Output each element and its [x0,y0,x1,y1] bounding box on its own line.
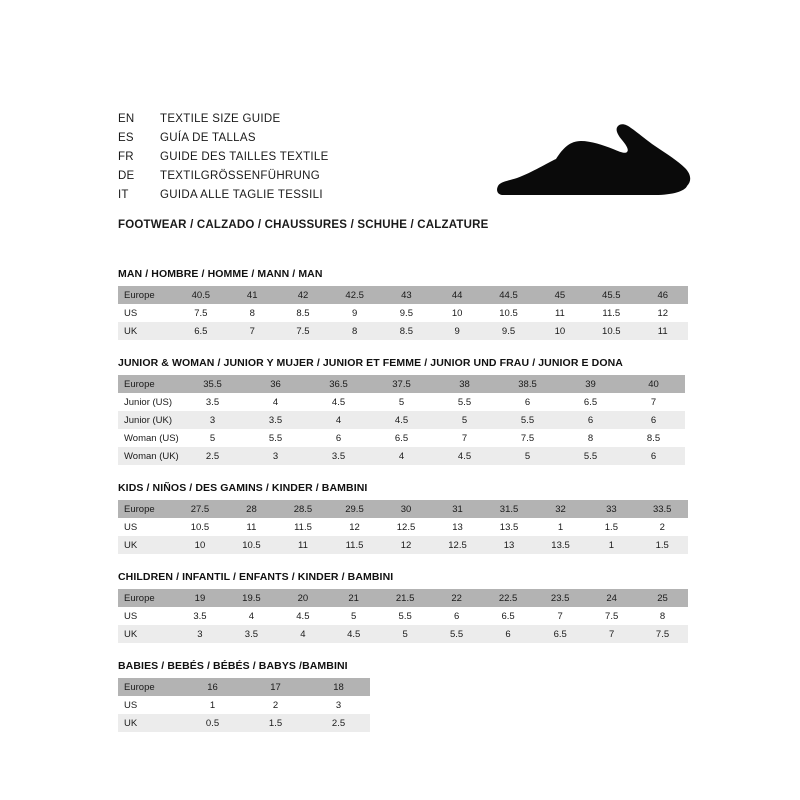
size-cell: 12 [637,304,688,322]
table-title: JUNIOR & WOMAN / JUNIOR Y MUJER / JUNIOR ET FEMME / JUNIOR UND FRAU / JUNIOR E DONA [118,357,623,369]
size-cell: 25 [637,589,688,607]
table-title: CHILDREN / INFANTIL / ENFANTS / KINDER / BAMBINI [118,571,394,583]
table-row [118,375,685,393]
table-row [118,447,685,465]
size-table-babies [118,678,370,732]
size-cell: 19 [175,589,226,607]
size-cell: 12.5 [380,518,432,536]
size-cell: 3.5 [244,411,307,429]
size-cell: 3.5 [175,607,226,625]
size-cell: 5 [379,625,431,643]
table-block-babies [118,660,688,732]
size-cell: 10.5 [482,304,534,322]
size-cell: 6 [482,625,534,643]
language-title: GUÍA DE TALLAS [160,132,256,144]
size-cell: 11.5 [277,518,329,536]
table-block-junior-woman [118,357,688,465]
size-cell: 2.5 [181,447,244,465]
size-table-junior-woman [118,375,685,465]
size-cell: 7 [534,607,586,625]
size-cell: 38 [433,375,496,393]
size-cell: 6 [622,447,685,465]
row-label: Woman (UK) [118,447,181,465]
size-cell: 6.5 [482,607,534,625]
size-cell: 8 [637,607,688,625]
size-cell: 11 [637,322,688,340]
size-cell: 4 [307,411,370,429]
size-cell: 28 [226,500,278,518]
size-cell: 30 [380,500,432,518]
size-cell: 7.5 [496,429,559,447]
size-cell: 2 [244,696,307,714]
size-cell: 45.5 [585,286,637,304]
language-title: GUIDE DES TAILLES TEXTILE [160,151,329,163]
size-cell: 1.5 [244,714,307,732]
table-row [118,322,688,340]
size-cell: 7.5 [586,607,637,625]
size-cell: 43 [381,286,432,304]
table-title: MAN / HOMBRE / HOMME / MANN / MAN [118,268,323,280]
size-table-kids [118,500,688,554]
table-block-children [118,571,688,643]
size-cell: 41 [227,286,277,304]
row-label: Europe [118,678,181,696]
size-cell: 5 [181,429,244,447]
size-cell: 10.5 [585,322,637,340]
size-cell: 23.5 [534,589,586,607]
size-cell: 13 [483,536,535,554]
size-cell: 38.5 [496,375,559,393]
size-cell: 19.5 [225,589,277,607]
size-cell: 40.5 [175,286,227,304]
size-cell: 44 [432,286,482,304]
size-cell: 4 [225,607,277,625]
size-cell: 29.5 [329,500,381,518]
size-cell: 21 [328,589,379,607]
table-row [118,411,685,429]
language-code: FR [118,151,134,163]
size-cell: 44.5 [482,286,534,304]
size-cell: 8.5 [277,304,328,322]
row-label: UK [118,625,175,643]
size-cell: 6 [307,429,370,447]
row-label: US [118,607,175,625]
size-cell: 42 [277,286,328,304]
size-cell: 10.5 [174,518,226,536]
size-cell: 8.5 [381,322,432,340]
size-cell: 3 [181,411,244,429]
size-cell: 10 [432,304,482,322]
size-cell: 1 [586,536,636,554]
size-cell: 7 [227,322,277,340]
size-cell: 3.5 [181,393,244,411]
size-cell: 1 [535,518,587,536]
language-code: IT [118,189,129,201]
size-cell: 36 [244,375,307,393]
size-cell: 4.5 [277,607,328,625]
size-cell: 0.5 [181,714,244,732]
table-row [118,607,688,625]
size-cell: 24 [586,589,637,607]
size-cell: 33 [586,500,636,518]
size-cell: 1 [181,696,244,714]
size-cell: 5 [433,411,496,429]
size-cell: 10.5 [226,536,278,554]
table-row [118,589,688,607]
size-cell: 5 [370,393,433,411]
size-cell: 35.5 [181,375,244,393]
language-title: GUIDA ALLE TAGLIE TESSILI [160,189,323,201]
size-cell: 6.5 [534,625,586,643]
table-block-kids [118,482,688,554]
size-cell: 9.5 [381,304,432,322]
size-cell: 4.5 [307,393,370,411]
size-cell: 6 [622,411,685,429]
size-cell: 31.5 [483,500,535,518]
size-cell: 6.5 [559,393,622,411]
footwear-subtitle: FOOTWEAR / CALZADO / CHAUSSURES / SCHUHE / CALZATURE [118,219,489,231]
table-row [118,429,685,447]
size-cell: 7 [586,625,637,643]
size-cell: 12 [380,536,432,554]
size-cell: 10 [174,536,226,554]
size-cell: 3.5 [307,447,370,465]
table-row [118,500,688,518]
size-table-man [118,286,688,340]
size-cell: 40 [622,375,685,393]
size-cell: 45 [535,286,585,304]
table-row [118,696,370,714]
size-cell: 3.5 [225,625,277,643]
size-cell: 9.5 [482,322,534,340]
size-cell: 46 [637,286,688,304]
size-table-children [118,589,688,643]
row-label: Europe [118,589,175,607]
size-cell: 4 [244,393,307,411]
size-cell: 4.5 [328,625,379,643]
size-cell: 12 [329,518,381,536]
size-cell: 6 [559,411,622,429]
size-cell: 3 [175,625,226,643]
size-cell: 39 [559,375,622,393]
size-cell: 22 [431,589,482,607]
size-cell: 6.5 [370,429,433,447]
size-cell: 36.5 [307,375,370,393]
size-cell: 16 [181,678,244,696]
size-cell: 28.5 [277,500,329,518]
row-label: Europe [118,286,175,304]
size-cell: 11.5 [329,536,381,554]
row-label: Europe [118,375,181,393]
size-cell: 18 [307,678,370,696]
size-cell: 11 [226,518,278,536]
row-label: Junior (US) [118,393,181,411]
size-cell: 6 [431,607,482,625]
size-cell: 5.5 [431,625,482,643]
size-cell: 7 [433,429,496,447]
row-label: US [118,518,174,536]
table-title: BABIES / BEBÉS / BÉBÉS / BABYS /BAMBINI [118,660,348,672]
size-cell: 9 [432,322,482,340]
size-cell: 4.5 [370,411,433,429]
size-cell: 32 [535,500,587,518]
table-row [118,625,688,643]
row-label: UK [118,322,175,340]
size-cell: 8 [329,322,381,340]
size-cell: 5.5 [433,393,496,411]
size-cell: 4.5 [433,447,496,465]
row-label: Europe [118,500,174,518]
size-cell: 4 [370,447,433,465]
size-cell: 7 [622,393,685,411]
row-label: US [118,304,175,322]
size-cell: 6 [496,393,559,411]
language-title: TEXTILE SIZE GUIDE [160,113,281,125]
size-cell: 33.5 [636,500,688,518]
size-cell: 11 [277,536,329,554]
table-row [118,286,688,304]
size-cell: 7.5 [175,304,227,322]
size-cell: 17 [244,678,307,696]
size-cell: 4 [277,625,328,643]
size-cell: 5.5 [496,411,559,429]
size-cell: 7.5 [277,322,328,340]
size-cell: 8 [559,429,622,447]
size-cell: 1.5 [586,518,636,536]
size-cell: 2 [636,518,688,536]
size-cell: 27.5 [174,500,226,518]
table-row [118,304,688,322]
size-cell: 5.5 [559,447,622,465]
size-cell: 6.5 [175,322,227,340]
size-cell: 3 [244,447,307,465]
size-cell: 21.5 [379,589,431,607]
row-label: UK [118,714,181,732]
table-row [118,678,370,696]
row-label: US [118,696,181,714]
size-cell: 13.5 [535,536,587,554]
size-cell: 20 [277,589,328,607]
size-cell: 9 [329,304,381,322]
size-tables [118,268,688,749]
size-cell: 22.5 [482,589,534,607]
size-cell: 11 [535,304,585,322]
size-cell: 8.5 [622,429,685,447]
size-cell: 7.5 [637,625,688,643]
language-code: EN [118,113,135,125]
row-label: Junior (UK) [118,411,181,429]
table-row [118,518,688,536]
size-cell: 3 [307,696,370,714]
language-code: DE [118,170,135,182]
size-cell: 11.5 [585,304,637,322]
size-cell: 8 [227,304,277,322]
size-cell: 2.5 [307,714,370,732]
size-cell: 1.5 [636,536,688,554]
size-cell: 5.5 [244,429,307,447]
size-cell: 37.5 [370,375,433,393]
dress-shoe-icon [495,118,695,203]
size-cell: 5.5 [379,607,431,625]
size-cell: 5 [328,607,379,625]
row-label: UK [118,536,174,554]
table-title: KIDS / NIÑOS / DES GAMINS / KINDER / BAMBINI [118,482,368,494]
size-cell: 12.5 [432,536,484,554]
language-code: ES [118,132,134,144]
language-title: TEXTILGRÖSSENFÜHRUNG [160,170,320,182]
row-label: Woman (US) [118,429,181,447]
table-row [118,393,685,411]
size-cell: 13 [432,518,484,536]
size-cell: 13.5 [483,518,535,536]
size-cell: 31 [432,500,484,518]
table-block-man [118,268,688,340]
size-cell: 42.5 [329,286,381,304]
table-row [118,714,370,732]
size-cell: 5 [496,447,559,465]
size-cell: 10 [535,322,585,340]
table-row [118,536,688,554]
